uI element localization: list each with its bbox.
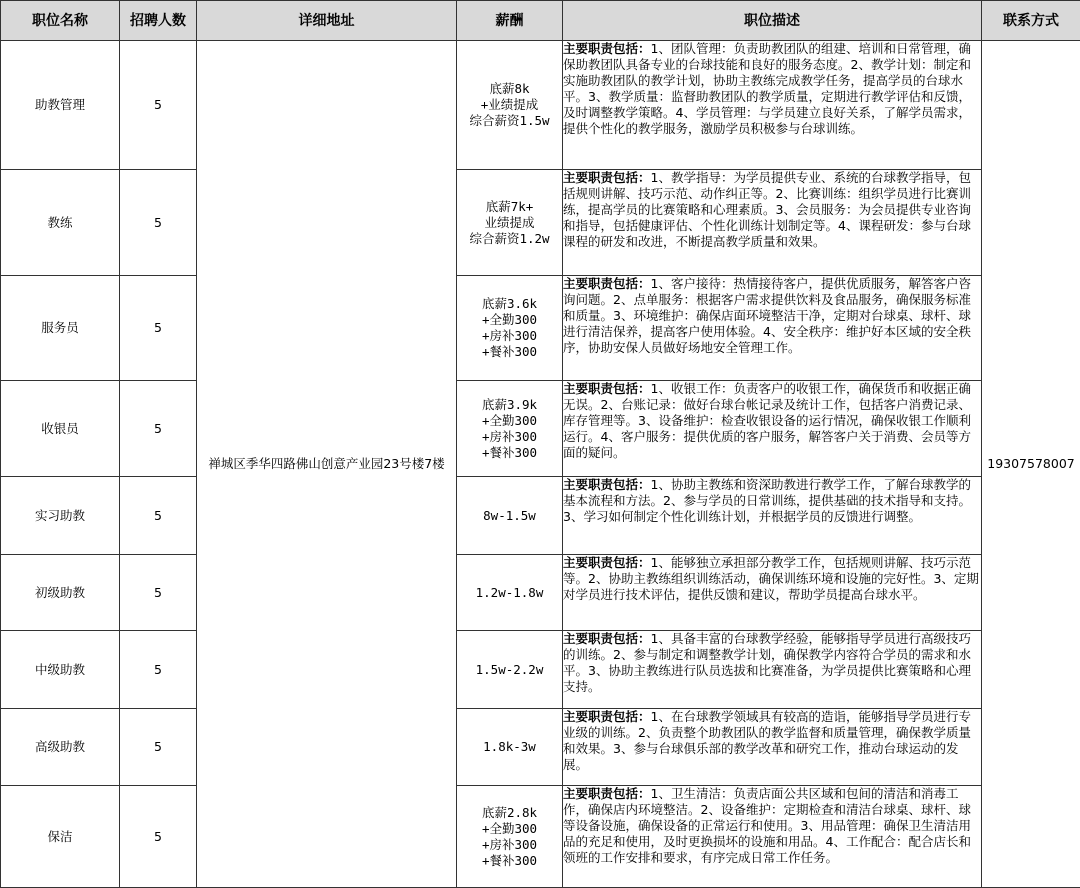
job-salary: 底薪3.6k +全勤300 +房补300 +餐补300 — [457, 276, 563, 381]
desc-text: 1、具备丰富的台球教学经验，能够指导学员进行高级技巧的训练。2、参与制定和调整教学计划，确保教学内容符合学员的需求和水平。3、协助主教练进行队员选拔和比赛准备，为学员提供比赛策略和心理支持。 — [563, 631, 971, 694]
desc-prefix: 主要职责包括： — [563, 631, 651, 646]
job-salary: 8w-1.5w — [457, 477, 563, 555]
desc-prefix: 主要职责包括： — [563, 170, 651, 185]
desc-text: 1、团队管理：负责助教团队的组建、培训和日常管理，确保助教团队具备专业的台球技能和良好的服务态度。2、教学计划：制定和实施助教团队的教学计划，协助主教练完成教学任务，提高学员的台球水平。3、教学质量：监督助教团队的教学质量，定期进行教学评估和反馈，及时调整教学策略。4、学员管理：与学员建立良好关系，了解学员需求，提供个性化的教学服务，激励学员积极参与台球训练。 — [563, 41, 971, 136]
desc-prefix: 主要职责包括： — [563, 709, 651, 724]
job-count: 5 — [120, 555, 197, 631]
job-title: 服务员 — [1, 276, 120, 381]
desc-prefix: 主要职责包括： — [563, 276, 651, 291]
table-row — [1, 477, 1080, 555]
desc-text: 1、在台球教学领域具有较高的造诣，能够指导学员进行专业级的训练。2、负责整个助教团队的教学监督和质量管理，确保教学质量和效果。3、参与台球俱乐部的教学改革和研究工作，推动台球运动的发展。 — [563, 709, 971, 772]
job-description — [563, 41, 982, 170]
job-title: 助教管理 — [1, 41, 120, 170]
desc-prefix: 主要职责包括： — [563, 41, 651, 56]
desc-text: 1、卫生清洁：负责店面公共区域和包间的清洁和消毒工作，确保店内环境整洁。2、设备维护：定期检查和清洁台球桌、球杆、球等设备设施，确保设备的正常运行和使用。3、用品管理：确保卫生清洁用品的充足和使用，及时更换损坏的设施和用品。4、工作配合：配合店长和领班的工作安排和要求，有序完成日常工作任务。 — [563, 786, 971, 865]
desc-prefix: 主要职责包括： — [563, 381, 651, 396]
table-row — [1, 41, 1080, 170]
job-title: 保洁 — [1, 786, 120, 888]
job-count: 5 — [120, 477, 197, 555]
table-row — [1, 709, 1080, 786]
job-count: 5 — [120, 170, 197, 276]
job-title: 实习助教 — [1, 477, 120, 555]
header-description: 职位描述 — [563, 1, 982, 41]
job-salary: 底薪3.9k +全勤300 +房补300 +餐补300 — [457, 381, 563, 477]
header-row — [1, 1, 1080, 41]
job-title: 初级助教 — [1, 555, 120, 631]
job-description — [563, 786, 982, 888]
job-title: 教练 — [1, 170, 120, 276]
table-row — [1, 786, 1080, 888]
job-count: 5 — [120, 381, 197, 477]
table-row — [1, 381, 1080, 477]
desc-text: 1、能够独立承担部分教学工作，包括规则讲解、技巧示范等。2、协助主教练组织训练活动，确保训练环境和设施的完好性。3、定期对学员进行技术评估，提供反馈和建议，帮助学员提高台球水平。 — [563, 555, 979, 602]
job-count: 5 — [120, 786, 197, 888]
desc-text: 1、客户接待：热情接待客户，提供优质服务，解答客户咨询问题。2、点单服务：根据客户需求提供饮料及食品服务，确保服务标准和质量。3、环境维护：确保店面环境整洁干净，定期对台球桌、球杆、球进行清洁保养，提高客户使用体验。4、安全秩序：维护好本区域的安全秩序，协助安保人员做好场地安全管理工作。 — [563, 276, 971, 355]
desc-prefix: 主要职责包括： — [563, 477, 651, 492]
job-salary: 1.8k-3w — [457, 709, 563, 786]
job-description — [563, 555, 982, 631]
job-count: 5 — [120, 709, 197, 786]
desc-prefix: 主要职责包括： — [563, 555, 651, 570]
header-contact: 联系方式 — [982, 1, 1080, 41]
table-row — [1, 276, 1080, 381]
job-count: 5 — [120, 276, 197, 381]
table-row — [1, 631, 1080, 709]
header-address: 详细地址 — [197, 1, 457, 41]
desc-text: 1、收银工作：负责客户的收银工作，确保货币和收据正确无误。2、台账记录：做好台球台帐记录及统计工作，包括客户消费记录、库存管理等。3、设备维护：检查收银设备的运行情况，确保收银工作顺利运行。4、客户服务：提供优质的客户服务，解答客户关于消费、会员等方面的疑问。 — [563, 381, 971, 460]
job-description — [563, 276, 982, 381]
job-title: 中级助教 — [1, 631, 120, 709]
job-salary: 底薪7k+ 业绩提成 综合薪资1.2w — [457, 170, 563, 276]
job-title: 高级助教 — [1, 709, 120, 786]
job-salary: 1.5w-2.2w — [457, 631, 563, 709]
job-salary: 底薪2.8k +全勤300 +房补300 +餐补300 — [457, 786, 563, 888]
desc-text: 1、协助主教练和资深助教进行教学工作，了解台球教学的基本流程和方法。2、参与学员的日常训练，提供基础的技术指导和支持。3、学习如何制定个性化训练计划，并根据学员的反馈进行调整。 — [563, 477, 971, 524]
header-salary: 薪酬 — [457, 1, 563, 41]
job-salary: 底薪8k +业绩提成 综合薪资1.5w — [457, 41, 563, 170]
job-title: 收银员 — [1, 381, 120, 477]
job-count: 5 — [120, 631, 197, 709]
job-salary: 1.2w-1.8w — [457, 555, 563, 631]
job-description — [563, 709, 982, 786]
job-description — [563, 477, 982, 555]
table-row — [1, 170, 1080, 276]
contact-cell: 19307578007 — [982, 41, 1080, 888]
job-description — [563, 631, 982, 709]
table-row — [1, 555, 1080, 631]
header-count: 招聘人数 — [120, 1, 197, 41]
desc-text: 1、教学指导：为学员提供专业、系统的台球教学指导，包括规则讲解、技巧示范、动作纠正等。2、比赛训练：组织学员进行比赛训练，提高学员的比赛策略和心理素质。3、会员服务：为会员提供专业咨询和指导，包括健康评估、个性化训练计划制定等。4、课程研发：参与台球课程的研发和改进，不断提高教学质量和效果。 — [563, 170, 971, 249]
job-count: 5 — [120, 41, 197, 170]
address-cell: 禅城区季华四路佛山创意产业园23号楼7楼 — [197, 41, 457, 888]
job-description — [563, 381, 982, 477]
header-title: 职位名称 — [1, 1, 120, 41]
desc-prefix: 主要职责包括： — [563, 786, 651, 801]
job-description — [563, 170, 982, 276]
